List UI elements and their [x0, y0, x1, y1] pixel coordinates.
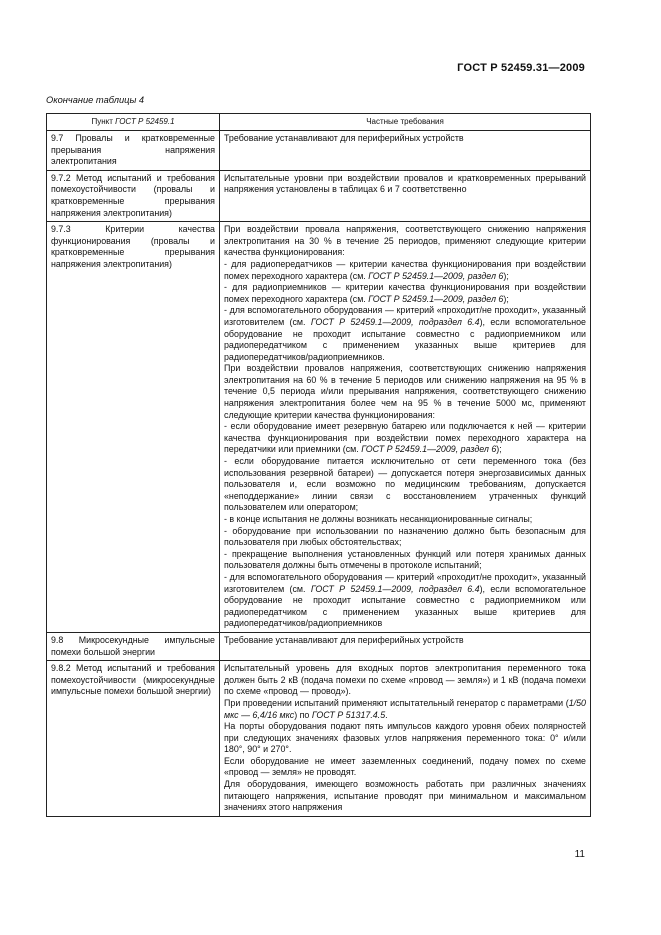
document-code: ГОСТ Р 52459.31—2009: [457, 62, 585, 74]
clause-cell: 9.7.2 Метод испытаний и требования помехоустойчивости (провалы и кратковременные прерывания напряжения электропитания): [47, 170, 220, 221]
requirement-paragraph: При воздействии провала напряжения, соответствующего снижению напряжения электропитания на 30 % в течение 25 периодов, применяют следующие критерии качества функционирования:: [224, 224, 586, 258]
requirement-cell: [220, 222, 591, 633]
requirement-cell: [220, 661, 591, 817]
requirement-paragraph: - для вспомогательного оборудования — критерий «проходит/не проходит», указанный изготовителем (см. ГОСТ Р 52459.1—2009, подраздел 6.4), если вспомогательное оборудование не проходит испытание совместно с радиоприемником или радиопередатчиком с применением указанных выше критериев для радиопередатчиков/радиоприемников.: [224, 305, 586, 362]
table-row: [47, 170, 591, 221]
requirement-paragraph: При воздействии провалов напряжения, соответствующих снижению напряжения электропитания на 60 % в течение 5 периодов или снижению напряжения на 95 % в течение 0,5 периода и/или прерывания напряжения, соответствующего снижению напряжения электропитания более чем на 95 % в течение 5000 мс, применяют следующие критерии качества функционирования:: [224, 363, 586, 420]
table-row: [47, 632, 591, 660]
requirement-cell: [220, 170, 591, 221]
requirement-paragraph: При проведении испытаний применяют испытательный генератор с параметрами (1/50 мкс — 6,4/16 мкс) по ГОСТ Р 51317.4.5.: [224, 697, 586, 720]
header-clause-prefix: Пункт: [91, 117, 116, 126]
table-body: [47, 131, 591, 817]
requirement-paragraph: - для радиопередатчиков — критерии качества функционирования при воздействии помех переходного характера (см. ГОСТ Р 52459.1—2009, раздел 6);: [224, 258, 586, 281]
clause-cell: 9.7 Провалы и кратковременные прерывания напряжения электропитания: [47, 131, 220, 171]
requirement-paragraph: Испытательный уровень для входных портов электропитания переменного тока должен быть 2 кВ (подача помехи по схеме «провод — земля») и 1 кВ (подача помехи по схеме «провод — провод»).: [224, 663, 586, 697]
requirement-paragraph: - если оборудование имеет резервную батарею или подключается к ней — критерии качества функционирования при воздействии помех переходного характера на передатчики или приемники (см. ГОСТ Р 52459.1—2009, раздел 6);: [224, 421, 586, 455]
table-row: [47, 131, 591, 171]
requirement-cell: [220, 632, 591, 660]
header-clause-ref: ГОСТ Р 52459.1: [115, 117, 175, 126]
requirement-paragraph: Для оборудования, имеющего возможность работать при различных значениях питающего напряжения, испытание проводят при минимальном и максимальном значениях этого напряжения: [224, 779, 586, 813]
requirement-paragraph: - для радиоприемников — критерии качества функционирования при воздействии помех переходного характера (см. ГОСТ Р 52459.1—2009, раздел 6);: [224, 282, 586, 304]
requirement-paragraph: На порты оборудования подают пять импульсов каждого уровня обеих полярностей при следующих значениях фазовых углов напряжения переменного тока: 0° и/или 180°, 90° и 270°.: [224, 721, 586, 755]
requirement-paragraph: - для вспомогательного оборудования — критерий «проходит/не проходит», указанный изготовителем (см. ГОСТ Р 52459.1—2009, подраздел 6.4), если вспомогательное оборудование не проходит испытание совместно с радиоприемником или радиопередатчиком с применением указанных выше критериев для радиопередатчиков/радиоприемников: [224, 571, 586, 629]
clause-cell: 9.8.2 Метод испытаний и требования помехоустойчивости (микросекундные импульсные помехи большой энергии): [47, 661, 220, 817]
requirement-paragraph: - в конце испытания не должны возникать несанкционированные сигналы;: [224, 514, 533, 524]
requirement-paragraph: Требование устанавливают для периферийных устройств: [224, 634, 464, 645]
requirement-paragraph: - если оборудование питается исключительно от сети переменного тока (без использования резервной батареи) — допускается потеря энергозависимых данных пользователя и, если возможно по медицинским требованиям, допускается «неподдержание» линии связи с восстановлением утраченных функций пользователем или оператором;: [224, 456, 586, 513]
requirement-paragraph: - оборудование при использовании по назначению должно быть безопасным для пользователя при любых обстоятельствах;: [224, 525, 586, 548]
requirement-paragraph: - прекращение выполнения установленных функций или потеря хранимых данных пользователя должны быть отмечены в протоколе испытаний;: [224, 548, 586, 571]
requirement-paragraph: Испытательные уровни при воздействии провалов и кратковременных прерываний напряжения установлены в таблицах 6 и 7 соответственно: [224, 172, 586, 195]
table-caption: Окончание таблицы 4: [46, 95, 145, 105]
clause-cell: 9.8 Микросекундные импульсные помехи большой энергии: [47, 632, 220, 660]
header-clause: [47, 114, 220, 131]
requirement-paragraph: Требование устанавливают для периферийных устройств: [224, 133, 464, 143]
header-requirements: Частные требования: [220, 114, 591, 131]
table-row: [47, 661, 591, 817]
requirement-paragraph: Если оборудование не имеет заземленных соединений, подачу помех по схеме «провод — земля» не проводят.: [224, 755, 586, 778]
requirements-table: [46, 113, 591, 817]
clause-cell: 9.7.3 Критерии качества функционирования (провалы и кратковременные прерывания напряжения электропитания): [47, 222, 220, 633]
requirement-cell: [220, 131, 591, 171]
table-row: [47, 222, 591, 633]
table-header-row: [47, 114, 591, 131]
page-number: 11: [574, 849, 585, 860]
